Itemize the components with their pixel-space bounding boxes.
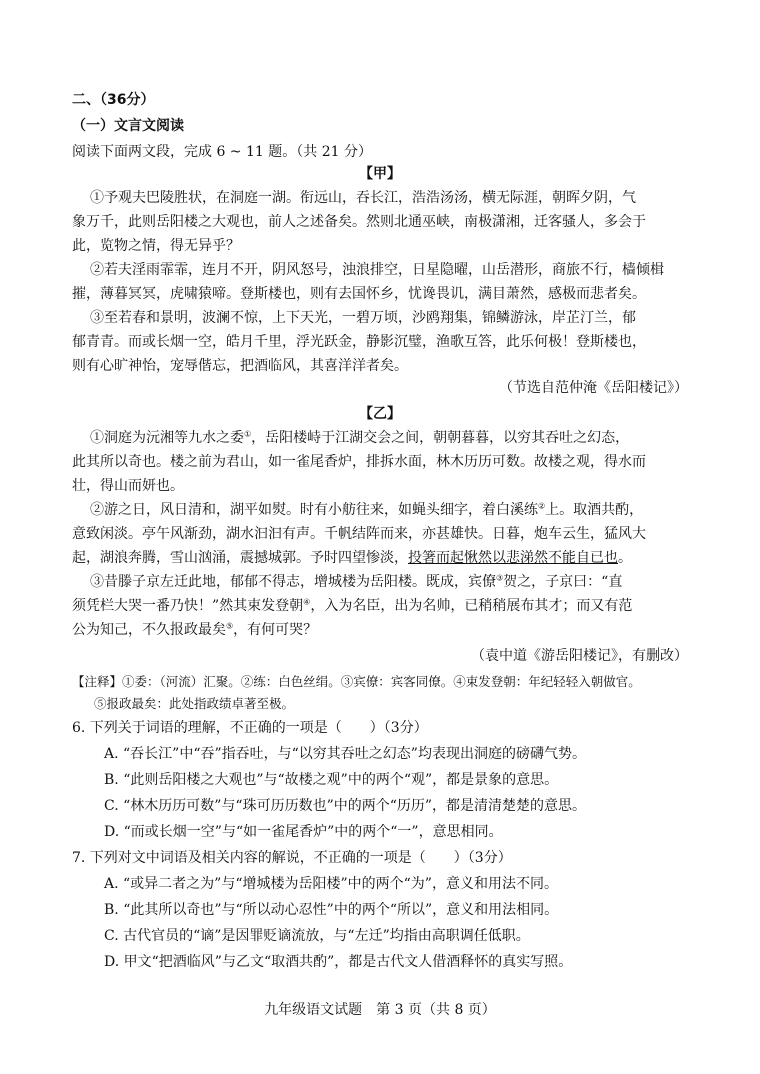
question-6-stem: 6. 下列关于词语的理解，不正确的一项是（ ）（3分）	[72, 720, 428, 736]
passage-yi-line: 壮，得山而妍也。	[72, 478, 184, 494]
question-6-option-c: C. “林木历历可数”与“珠可历历数也”中的两个“历历”，都是清清楚楚的意思。	[104, 798, 587, 814]
underlined-sentence: 投箸而起愀然以悲涕然不能自已也	[408, 550, 618, 566]
passage-jia-line: ③至若春和景明，波澜不惊，上下天光，一碧万顷，沙鸥翔集，锦鳞游泳，岸芷汀兰，郁	[90, 310, 636, 326]
passage-jia-line: 郁青青。而或长烟一空，皓月千里，浮光跃金，静影沉璧，渔歌互答，此乐何极！登斯楼也，	[72, 334, 646, 350]
text-segment: ，岳阳楼峙于江湖交会之间，朝朝暮暮，以穷其吞吐之幻态，	[251, 430, 630, 446]
text-segment: ，入为名臣，出为名帅，已稍稍展布其才；而又有范	[310, 598, 633, 614]
question-7-stem: 7. 下列对文中词语及相关内容的解说，不正确的一项是（ ）（3分）	[72, 850, 512, 866]
footnote-mark: ③	[496, 573, 504, 583]
subsection-title: （一）文言文阅读	[72, 118, 184, 134]
question-6-option-b: B. “此则岳阳楼之大观也”与“故楼之观”中的两个“观”，都是景象的意思。	[104, 772, 559, 788]
passage-yi-line	[90, 428, 629, 448]
passage-yi-line	[90, 500, 643, 520]
text-segment: ③昔滕子京左迁此地，郁郁不得志，增城楼为岳阳楼。既成，宾僚	[90, 574, 496, 590]
notes-line: 【注释】①委：（河流）汇聚。②练：白色丝绢。③宾僚：宾客同僚。④束发登朝：年纪轻轻入朝做官。	[72, 674, 641, 689]
notes-line: ⑤报政最矣：此处指政绩卓著至极。	[94, 696, 295, 711]
text-segment: ②游之日，风日清和，湖平如熨。时有小舫往来，如蝇头细字，着白溪练	[90, 502, 538, 518]
passage-jia-line: 此，览物之情，得无异乎？	[72, 238, 240, 254]
passage-yi-line: 意致闲淡。亭午风渐劲，湖水汩汩有声。千帆结阵而来，亦甚雄快。日暮，炮车云生，猛风大	[72, 526, 646, 542]
question-7-option-b: B. “此其所以奇也”与“所以动心忍性”中的两个“所以”，意义和用法相同。	[104, 902, 559, 918]
footnote-mark: ②	[538, 501, 546, 511]
question-6-option-d: D. “而或长烟一空”与“如一雀尾香炉”中的两个“一”，意思相同。	[104, 824, 503, 840]
passage-yi-label: 【乙】	[359, 406, 401, 422]
footnote-mark: ⑤	[226, 621, 234, 631]
text-segment: 起，湖浪奔腾，雪山汹涌，震撼城郭。予时四望惨淡，	[72, 550, 408, 566]
page-footer: 九年级语文试题 第 3 页（共 8 页）	[264, 1002, 496, 1018]
passage-yi-line	[72, 596, 632, 616]
footnote-mark: ④	[303, 597, 311, 607]
passage-jia-line: 摧，薄暮冥冥，虎啸猿啼。登斯楼也，则有去国怀乡，忧谗畏讥，满目萧然，感极而悲者矣。	[72, 286, 646, 302]
passage-yi-line	[72, 620, 317, 640]
passage-jia-line: ②若夫淫雨霏霏，连月不开，阴风怒号，浊浪排空，日星隐曜，山岳潜形，商旅不行，樯倾楫	[90, 262, 664, 278]
question-7-option-a: A. “或异二者之为”与“增城楼为岳阳楼”中的两个“为”，意义和用法不同。	[104, 876, 558, 892]
text-segment: 须凭栏大哭一番乃快！”然其束发登朝	[72, 598, 304, 614]
passage-yi-line	[90, 572, 622, 592]
text-segment: 贺之，子京曰：“直	[503, 574, 623, 590]
text-segment: ①洞庭为沅湘等九水之委	[90, 430, 244, 446]
question-7-option-c: C. 古代官员的“谪”是因罪贬谪流放，与“左迁”均指由高职调任低职。	[104, 928, 530, 944]
text-segment: 上。取酒共酌，	[545, 502, 644, 518]
text-segment: ，有何可哭？	[233, 622, 318, 638]
instruction: 阅读下面两文段，完成 6 ~ 11 题。（共 21 分）	[72, 144, 372, 160]
question-6-option-a: A. “吞长江”中“吞”指吞吐，与“以穷其吞吐之幻态”均表现出洞庭的磅礴气势。	[104, 746, 586, 762]
passage-yi-source: （袁中道《游岳阳楼记》，有删改）	[471, 648, 688, 664]
passage-yi-line: 此其所以奇也。楼之前为君山，如一雀尾香炉，排拆水面，林木历历可数。故楼之观，得水而	[72, 454, 646, 470]
passage-yi-line	[72, 548, 632, 568]
passage-jia-line: 象万千，此则岳阳楼之大观也，前人之述备矣。然则北通巫峡，南极潇湘，迁客骚人，多会于	[72, 214, 646, 230]
passage-jia-line: 则有心旷神怡，宠辱偕忘，把酒临风，其喜洋洋者矣。	[72, 358, 408, 374]
passage-jia-source: （节选自范仲淹《岳阳楼记》）	[499, 380, 688, 396]
footnote-mark: ①	[244, 429, 252, 439]
question-7-option-d: D. 甲文“把酒临风”与乙文“取酒共酌”，都是古代文人借酒释怀的真实写照。	[104, 954, 573, 970]
section-header: 二、（36分）	[72, 92, 155, 108]
text-segment: 。	[618, 550, 632, 566]
text-segment: 公为知己，不久报政最矣	[72, 622, 226, 638]
passage-jia-label: 【甲】	[359, 166, 401, 182]
passage-jia-line: ①予观夫巴陵胜状，在洞庭一湖。衔远山，吞长江，浩浩汤汤，横无际涯，朝晖夕阴，气	[90, 190, 636, 206]
